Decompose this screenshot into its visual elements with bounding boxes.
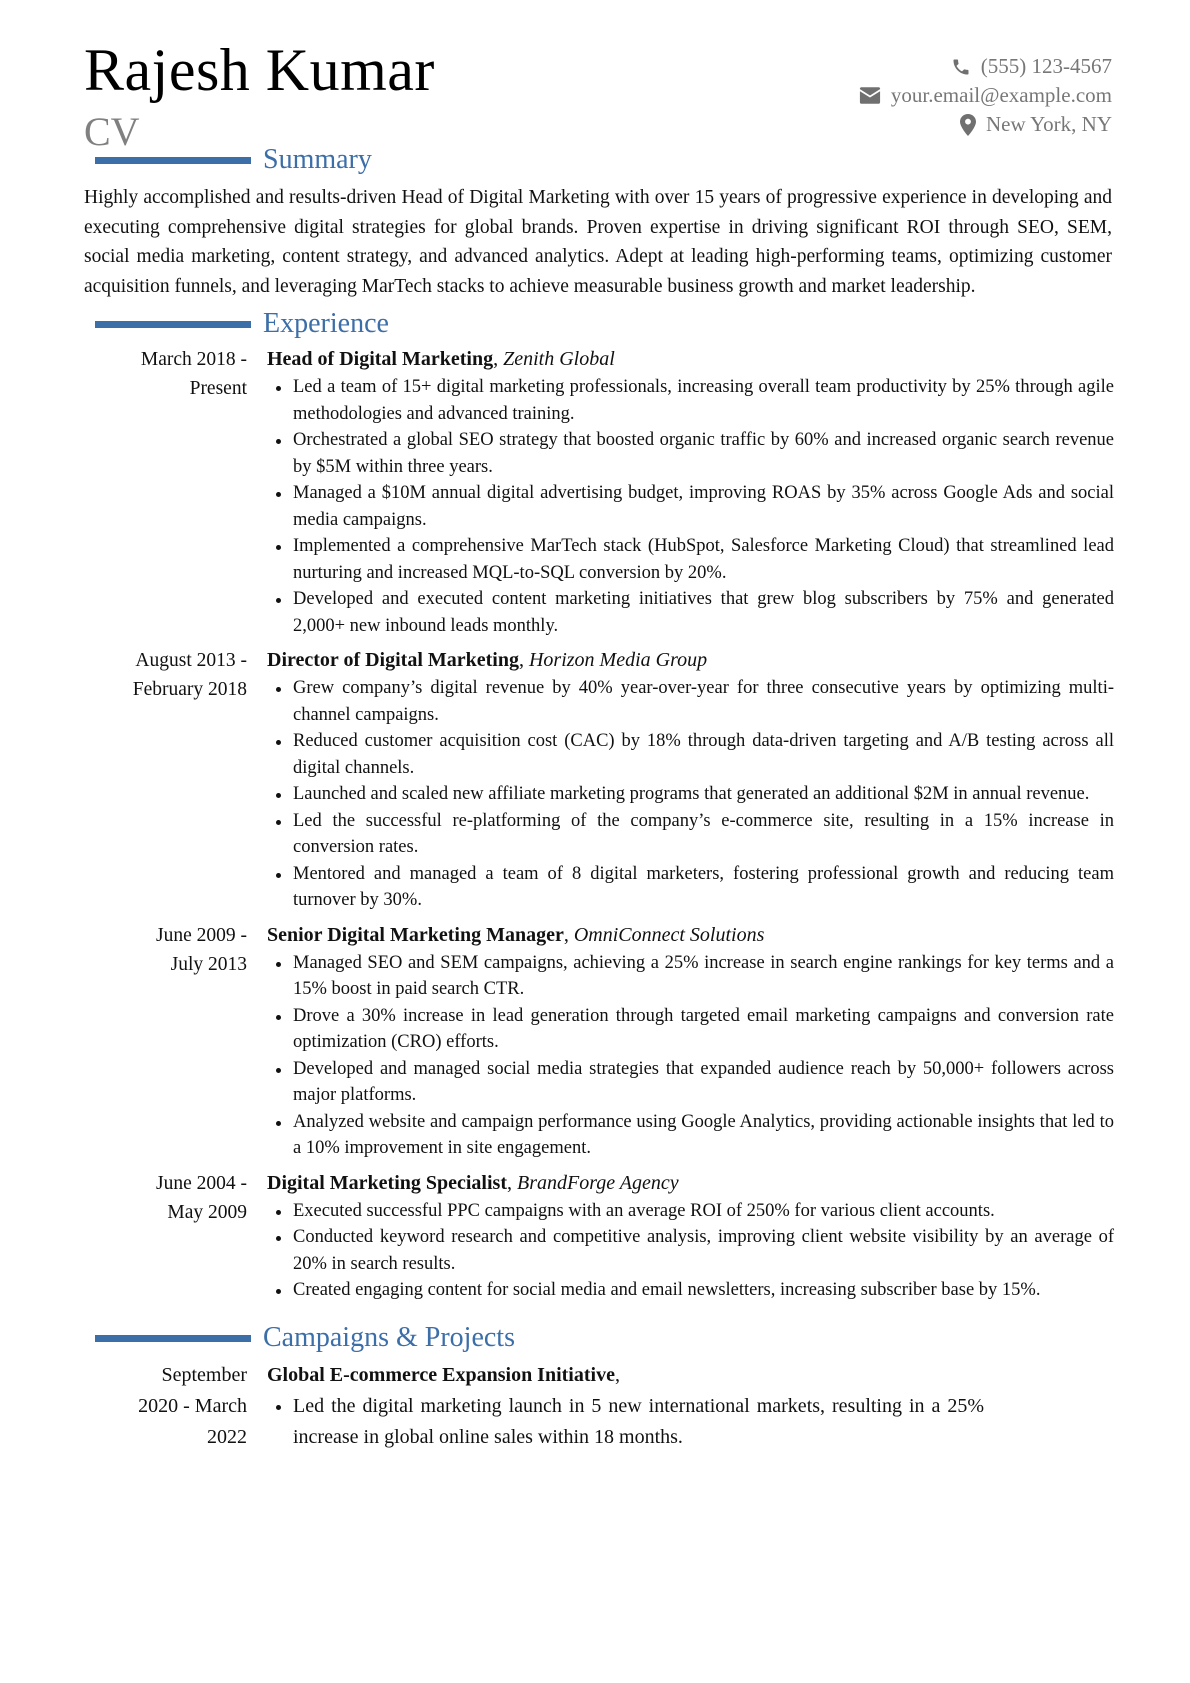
entry-date bbox=[84, 1169, 267, 1304]
job-role: Digital Marketing Specialist bbox=[267, 1171, 507, 1194]
experience-entry bbox=[84, 345, 1114, 639]
section-header-summary bbox=[95, 146, 372, 174]
title-separator: , bbox=[506, 1171, 517, 1194]
section-header-experience bbox=[95, 310, 389, 338]
date-line: September bbox=[161, 1364, 247, 1386]
entry-body bbox=[267, 1169, 1114, 1304]
company-name: Zenith Global bbox=[503, 348, 615, 370]
project-name: Global E-commerce Expansion Initiative bbox=[267, 1364, 615, 1386]
candidate-name: Rajesh Kumar bbox=[84, 37, 435, 103]
entry-body bbox=[267, 646, 1114, 914]
document-subtitle: CV bbox=[84, 109, 140, 154]
entry-title bbox=[267, 1169, 1114, 1198]
entry-date bbox=[84, 1360, 267, 1453]
bullet-item: Led the successful re-platforming of the company’s e-commerce site, resulting in a 15% increase in conversion rates. bbox=[267, 808, 1114, 861]
phone-text[interactable]: (555) 123-4567 bbox=[980, 54, 1112, 78]
company-name: BrandForge Agency bbox=[516, 1171, 679, 1194]
job-role: Senior Digital Marketing Manager bbox=[267, 923, 564, 946]
entry-date bbox=[84, 921, 267, 1162]
section-header-projects bbox=[95, 1324, 515, 1352]
bullet-item: Executed successful PPC campaigns with an average ROI of 250% for various client accounts. bbox=[267, 1198, 1114, 1225]
entry-body bbox=[267, 921, 1114, 1162]
contact-block bbox=[859, 52, 1112, 139]
date-end: July 2013 bbox=[170, 953, 247, 975]
experience-entry bbox=[84, 646, 1114, 914]
project-entry bbox=[84, 1360, 1114, 1453]
date-end: May 2009 bbox=[167, 1201, 247, 1223]
experience-list bbox=[84, 345, 1114, 1311]
bullet-item: Implemented a comprehensive MarTech stack (HubSpot, Salesforce Marketing Cloud) that streamlined lead nurturing and increased MQL-to-SQL conversion by 20%. bbox=[267, 533, 1114, 586]
bullet-item: Grew company’s digital revenue by 40% year-over-year for three consecutive years by optimizing multi-channel campaigns. bbox=[267, 675, 1114, 728]
entry-title bbox=[267, 921, 1114, 950]
job-role: Director of Digital Marketing bbox=[267, 649, 519, 671]
date-start: March 2018 - bbox=[140, 349, 247, 370]
bullet-item: Led a team of 15+ digital marketing professionals, increasing overall team productivity by 25% through agile methodologies and advanced training. bbox=[267, 374, 1114, 427]
bullet-item: Analyzed website and campaign performance using Google Analytics, providing actionable insights that led to a 10% improvement in site engagement. bbox=[267, 1109, 1114, 1162]
entry-title bbox=[267, 345, 1114, 374]
company-name: OmniConnect Solutions bbox=[573, 923, 765, 946]
bullet-item: Developed and managed social media strategies that expanded audience reach by 50,000+ followers across major platforms. bbox=[267, 1056, 1114, 1109]
title-separator: , bbox=[493, 348, 504, 370]
job-role: Head of Digital Marketing bbox=[267, 348, 494, 370]
bullet-item: Orchestrated a global SEO strategy that boosted organic traffic by 60% and increased organic search revenue by $5M within three years. bbox=[267, 427, 1114, 480]
envelope-icon bbox=[859, 87, 881, 104]
bullet-item: Managed SEO and SEM campaigns, achieving a 25% increase in search engine rankings for key terms and a 15% boost in paid search CTR. bbox=[267, 950, 1114, 1003]
entry-body bbox=[267, 345, 1114, 639]
section-title-experience: Experience bbox=[263, 308, 389, 339]
phone-icon bbox=[951, 57, 971, 77]
entry-date bbox=[84, 646, 267, 914]
experience-entry bbox=[84, 1169, 1114, 1304]
company-name: Horizon Media Group bbox=[528, 649, 708, 671]
date-line: 2020 - March bbox=[138, 1395, 247, 1417]
date-end: Present bbox=[189, 378, 247, 399]
bullet-list bbox=[267, 374, 1114, 639]
bullet-item: Managed a $10M annual digital advertising budget, improving ROAS by 35% across Google Ads and social media campaigns. bbox=[267, 480, 1114, 533]
projects-list bbox=[84, 1360, 1114, 1460]
date-start: August 2013 - bbox=[135, 650, 247, 671]
experience-entry bbox=[84, 921, 1114, 1162]
date-start: June 2004 - bbox=[156, 1172, 247, 1194]
bullet-item: Launched and scaled new affiliate marketing programs that generated an additional $2M in annual revenue. bbox=[267, 781, 1114, 808]
bullet-item: Reduced customer acquisition cost (CAC) by 18% through data-driven targeting and A/B testing across all digital channels. bbox=[267, 728, 1114, 781]
map-pin-icon bbox=[960, 114, 976, 136]
contact-email bbox=[859, 81, 1112, 110]
section-divider-bar bbox=[95, 321, 251, 328]
summary-text: Highly accomplished and results-driven Head of Digital Marketing with over 15 years of progressive experience in developing and executing comprehensive digital strategies for global brands. Proven expertise in driving significant ROI through SEO, SEM, social media marketing, content strategy, and advanced analytics. Adept at leading high-performing teams, optimizing customer acquisition funnels, and leveraging MarTech stacks to achieve measurable business growth and market leadership. bbox=[84, 187, 1112, 297]
section-divider-bar bbox=[95, 1335, 251, 1342]
bullet-item: Drove a 30% increase in lead generation through targeted email marketing campaigns and conversion rate optimization (CRO) efforts. bbox=[267, 1003, 1114, 1056]
title-separator: , bbox=[563, 923, 574, 946]
section-divider-bar bbox=[95, 157, 251, 164]
bullet-list bbox=[267, 1391, 1114, 1453]
bullet-list bbox=[267, 1198, 1114, 1304]
bullet-list bbox=[267, 950, 1114, 1162]
bullet-item: Conducted keyword research and competitive analysis, improving client website visibility by an average of 20% in search results. bbox=[267, 1224, 1114, 1277]
location-text: New York, NY bbox=[985, 112, 1112, 136]
title-separator: , bbox=[614, 1364, 620, 1386]
entry-date bbox=[84, 345, 267, 639]
entry-title bbox=[267, 1360, 1114, 1391]
section-title-summary: Summary bbox=[263, 144, 372, 175]
date-line: 2022 bbox=[207, 1426, 247, 1448]
bullet-list bbox=[267, 675, 1114, 914]
email-text[interactable]: your.email@example.com bbox=[890, 83, 1112, 107]
entry-body bbox=[267, 1360, 1114, 1453]
title-separator: , bbox=[518, 649, 529, 671]
bullet-item: Mentored and managed a team of 8 digital marketers, fostering professional growth and reducing team turnover by 30%. bbox=[267, 861, 1114, 914]
section-title-projects: Campaigns & Projects bbox=[263, 1322, 515, 1353]
bullet-item: Led the digital marketing launch in 5 new international markets, resulting in a 25% increase in global online sales within 18 months. bbox=[267, 1391, 984, 1453]
bullet-item: Developed and executed content marketing initiatives that grew blog subscribers by 75% and generated 2,000+ new inbound leads monthly. bbox=[267, 586, 1114, 639]
date-end: February 2018 bbox=[132, 679, 247, 700]
date-start: June 2009 - bbox=[156, 924, 247, 946]
contact-location bbox=[859, 110, 1112, 139]
entry-title bbox=[267, 646, 1114, 675]
bullet-item: Created engaging content for social media and email newsletters, increasing subscriber base by 15%. bbox=[267, 1277, 1114, 1304]
contact-phone bbox=[859, 52, 1112, 81]
